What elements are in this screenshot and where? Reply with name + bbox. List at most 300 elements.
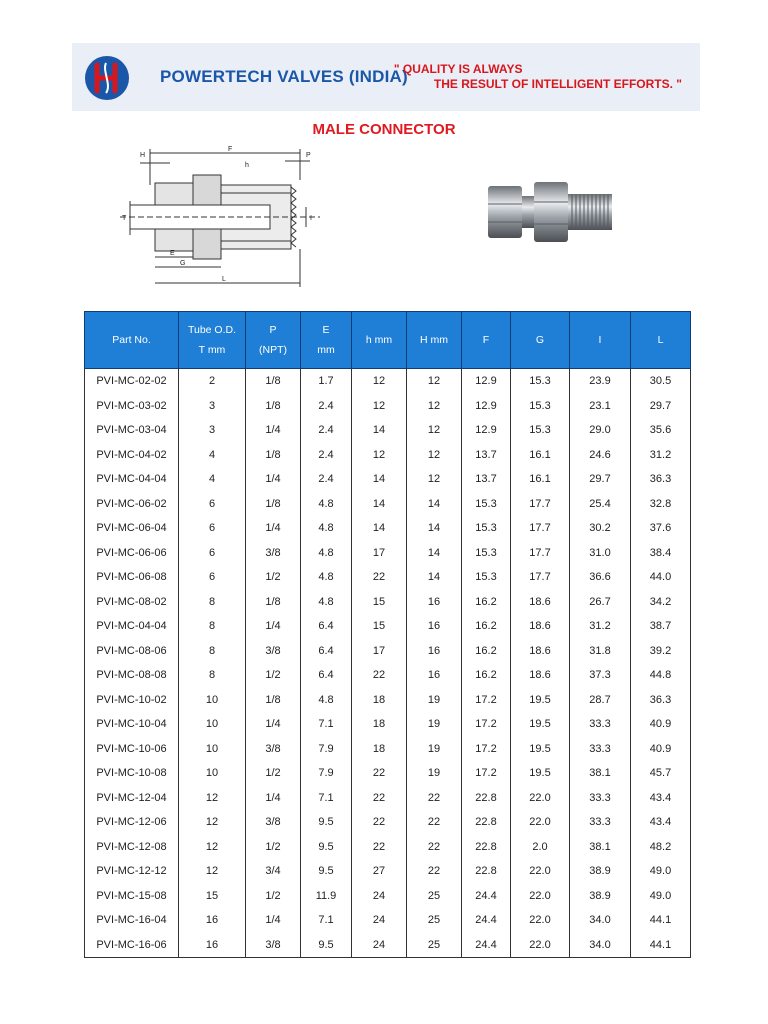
part-number-cell: PVI-MC-06-02 (85, 492, 179, 517)
table-cell: 48.2 (631, 835, 691, 860)
table-body (85, 369, 691, 958)
column-header-line2: (NPT) (259, 344, 287, 356)
table-cell: 4.8 (301, 590, 352, 615)
table-row (85, 492, 691, 517)
table-cell: 17 (352, 541, 407, 566)
table-cell: 33.3 (570, 712, 631, 737)
table-cell: 14 (407, 565, 462, 590)
table-cell: 4.8 (301, 516, 352, 541)
part-number-cell: PVI-MC-16-04 (85, 908, 179, 933)
part-number-cell: PVI-MC-03-04 (85, 418, 179, 443)
table-cell: 17.2 (462, 737, 511, 762)
table-cell: 16.2 (462, 639, 511, 664)
table-cell: 12.9 (462, 418, 511, 443)
part-number-cell: PVI-MC-10-02 (85, 688, 179, 713)
table-cell: 22.8 (462, 786, 511, 811)
table-cell: 49.0 (631, 884, 691, 909)
table-cell: 2.4 (301, 394, 352, 419)
table-row (85, 467, 691, 492)
connector-technical-drawing (110, 145, 330, 295)
part-number-cell: PVI-MC-08-06 (85, 639, 179, 664)
table-row (85, 541, 691, 566)
table-row (85, 394, 691, 419)
table-cell: 22.0 (511, 859, 570, 884)
table-row (85, 859, 691, 884)
dim-label-i: I (310, 215, 312, 222)
table-cell: 14 (407, 516, 462, 541)
table-cell: 14 (407, 492, 462, 517)
table-cell: 38.1 (570, 835, 631, 860)
table-cell: 1/8 (246, 394, 301, 419)
table-cell: 25 (407, 933, 462, 958)
table-cell: 24 (352, 884, 407, 909)
table-cell: 22.0 (511, 810, 570, 835)
table-cell: 12.9 (462, 369, 511, 394)
table-cell: 12 (407, 443, 462, 468)
table-cell: 16.2 (462, 614, 511, 639)
spec-table (84, 311, 691, 958)
table-cell: 44.1 (631, 908, 691, 933)
column-header-line1: I (598, 334, 602, 346)
table-cell: 10 (179, 688, 246, 713)
table-cell: 16.2 (462, 663, 511, 688)
column-header-line1: Part No. (112, 334, 151, 346)
table-cell: 14 (352, 516, 407, 541)
table-cell: 30.5 (631, 369, 691, 394)
table-cell: 1/8 (246, 443, 301, 468)
table-cell: 28.7 (570, 688, 631, 713)
table-cell: 36.6 (570, 565, 631, 590)
table-cell: 12 (179, 835, 246, 860)
table-cell: 24.6 (570, 443, 631, 468)
part-number-cell: PVI-MC-08-02 (85, 590, 179, 615)
column-header-line1: h mm (365, 334, 393, 346)
table-cell: 17 (352, 639, 407, 664)
table-cell: 15 (352, 614, 407, 639)
table-cell: 1.7 (301, 369, 352, 394)
table-cell: 4.8 (301, 565, 352, 590)
table-cell: 6 (179, 565, 246, 590)
table-cell: 17.7 (511, 492, 570, 517)
table-cell: 13.7 (462, 443, 511, 468)
table-cell: 9.5 (301, 810, 352, 835)
table-cell: 31.2 (631, 443, 691, 468)
table-cell: 1/2 (246, 835, 301, 860)
table-cell: 25 (407, 908, 462, 933)
dim-label-p: P (306, 152, 311, 159)
table-cell: 6 (179, 541, 246, 566)
table-cell: 1/4 (246, 418, 301, 443)
table-cell: 3/4 (246, 859, 301, 884)
company-logo-icon (84, 55, 130, 101)
table-cell: 12 (352, 394, 407, 419)
table-cell: 6.4 (301, 663, 352, 688)
table-row (85, 688, 691, 713)
table-cell: 14 (352, 492, 407, 517)
column-header-line1: H mm (420, 334, 448, 346)
table-cell: 43.4 (631, 786, 691, 811)
table-cell: 23.9 (570, 369, 631, 394)
table-row (85, 369, 691, 394)
table-cell: 1/4 (246, 516, 301, 541)
table-cell: 1/8 (246, 369, 301, 394)
table-cell: 17.2 (462, 688, 511, 713)
table-cell: 4.8 (301, 688, 352, 713)
table-cell: 22.0 (511, 933, 570, 958)
table-row (85, 908, 691, 933)
table-cell: 25.4 (570, 492, 631, 517)
table-cell: 39.2 (631, 639, 691, 664)
table-cell: 25 (407, 884, 462, 909)
part-number-cell: PVI-MC-16-06 (85, 933, 179, 958)
table-cell: 31.2 (570, 614, 631, 639)
table-cell: 19 (407, 688, 462, 713)
part-number-cell: PVI-MC-04-04 (85, 467, 179, 492)
table-cell: 7.9 (301, 737, 352, 762)
part-number-cell: PVI-MC-10-06 (85, 737, 179, 762)
table-cell: 38.1 (570, 761, 631, 786)
table-cell: 4.8 (301, 541, 352, 566)
company-name: POWERTECH VALVES (INDIA) (160, 67, 408, 86)
table-row (85, 663, 691, 688)
column-header (511, 312, 570, 369)
table-cell: 15 (179, 884, 246, 909)
table-cell: 1/8 (246, 590, 301, 615)
table-cell: 3/8 (246, 933, 301, 958)
table-cell: 7.9 (301, 761, 352, 786)
table-row (85, 933, 691, 958)
table-cell: 3 (179, 394, 246, 419)
table-cell: 3/8 (246, 737, 301, 762)
slogan-line-1: " QUALITY IS ALWAYS (393, 62, 523, 76)
table-cell: 22 (407, 810, 462, 835)
column-header (179, 312, 246, 369)
table-cell: 19.5 (511, 737, 570, 762)
table-cell: 22 (352, 786, 407, 811)
table-cell: 1/4 (246, 467, 301, 492)
table-cell: 29.7 (631, 394, 691, 419)
table-cell: 33.3 (570, 786, 631, 811)
table-cell: 12 (407, 418, 462, 443)
part-number-cell: PVI-MC-02-02 (85, 369, 179, 394)
table-cell: 36.3 (631, 688, 691, 713)
table-cell: 15.3 (462, 541, 511, 566)
dim-label-g: G (180, 260, 186, 267)
table-cell: 44.1 (631, 933, 691, 958)
table-cell: 17.2 (462, 712, 511, 737)
column-header-line1: F (482, 334, 490, 346)
table-cell: 16 (179, 933, 246, 958)
table-cell: 6.4 (301, 639, 352, 664)
table-cell: 22 (352, 663, 407, 688)
table-cell: 22 (352, 835, 407, 860)
table-cell: 3/8 (246, 810, 301, 835)
table-row (85, 737, 691, 762)
table-cell: 15.3 (462, 492, 511, 517)
table-cell: 19 (407, 712, 462, 737)
table-cell: 9.5 (301, 835, 352, 860)
table-cell: 12.9 (462, 394, 511, 419)
column-header-line1: Tube O.D. (187, 324, 237, 336)
table-cell: 16.2 (462, 590, 511, 615)
table-cell: 2.4 (301, 467, 352, 492)
table-cell: 49.0 (631, 859, 691, 884)
table-cell: 33.3 (570, 737, 631, 762)
table-cell: 2.4 (301, 418, 352, 443)
table-row (85, 761, 691, 786)
table-cell: 2 (179, 369, 246, 394)
table-row (85, 565, 691, 590)
table-cell: 1/4 (246, 908, 301, 933)
table-cell: 15.3 (462, 565, 511, 590)
part-number-cell: PVI-MC-12-04 (85, 786, 179, 811)
table-cell: 33.3 (570, 810, 631, 835)
dim-label-h-upper: H (140, 152, 146, 159)
part-number-cell: PVI-MC-08-08 (85, 663, 179, 688)
table-cell: 12 (407, 467, 462, 492)
table-cell: 29.0 (570, 418, 631, 443)
column-header-line1: E (322, 324, 330, 336)
column-header-line2: mm (317, 344, 335, 356)
table-cell: 29.7 (570, 467, 631, 492)
table-cell: 44.0 (631, 565, 691, 590)
table-cell: 16 (407, 590, 462, 615)
table-cell: 13.7 (462, 467, 511, 492)
table-cell: 35.6 (631, 418, 691, 443)
column-header (631, 312, 691, 369)
table-cell: 16 (179, 908, 246, 933)
table-cell: 22 (407, 786, 462, 811)
table-cell: 22.0 (511, 908, 570, 933)
dim-label-h-lower: h (245, 162, 249, 169)
table-cell: 3 (179, 418, 246, 443)
table-cell: 40.9 (631, 737, 691, 762)
table-row (85, 418, 691, 443)
table-cell: 16.1 (511, 443, 570, 468)
table-cell: 8 (179, 639, 246, 664)
header-banner (72, 43, 700, 111)
table-cell: 18 (352, 737, 407, 762)
table-cell: 6 (179, 516, 246, 541)
table-cell: 19.5 (511, 761, 570, 786)
table-row (85, 443, 691, 468)
table-cell: 7.1 (301, 786, 352, 811)
table-cell: 2.4 (301, 443, 352, 468)
table-cell: 4 (179, 467, 246, 492)
table-cell: 6 (179, 492, 246, 517)
table-cell: 8 (179, 614, 246, 639)
table-cell: 31.0 (570, 541, 631, 566)
table-cell: 12 (407, 394, 462, 419)
table-cell: 27 (352, 859, 407, 884)
part-number-cell: PVI-MC-06-06 (85, 541, 179, 566)
table-cell: 22 (352, 810, 407, 835)
table-cell: 3/8 (246, 639, 301, 664)
table-cell: 9.5 (301, 859, 352, 884)
table-cell: 19 (407, 737, 462, 762)
page-title: MALE CONNECTOR (312, 121, 456, 138)
part-number-cell: PVI-MC-06-04 (85, 516, 179, 541)
part-number-cell: PVI-MC-12-08 (85, 835, 179, 860)
column-header-line1: L (657, 334, 664, 346)
table-cell: 22 (352, 565, 407, 590)
table-cell: 17.7 (511, 541, 570, 566)
table-cell: 14 (407, 541, 462, 566)
table-cell: 17.7 (511, 516, 570, 541)
table-cell: 19.5 (511, 688, 570, 713)
dim-label-f: F (228, 146, 233, 153)
table-cell: 14 (352, 467, 407, 492)
table-cell: 22.0 (511, 786, 570, 811)
table-cell: 34.0 (570, 908, 631, 933)
table-cell: 45.7 (631, 761, 691, 786)
table-cell: 16 (407, 639, 462, 664)
table-cell: 1/2 (246, 761, 301, 786)
table-row (85, 712, 691, 737)
table-cell: 18.6 (511, 590, 570, 615)
table-cell: 38.4 (631, 541, 691, 566)
table-cell: 24.4 (462, 933, 511, 958)
column-header (246, 312, 301, 369)
column-header (462, 312, 511, 369)
column-header (352, 312, 407, 369)
table-cell: 15.3 (511, 418, 570, 443)
table-cell: 38.9 (570, 884, 631, 909)
table-cell: 34.2 (631, 590, 691, 615)
table-cell: 16.1 (511, 467, 570, 492)
part-number-cell: PVI-MC-12-12 (85, 859, 179, 884)
table-row (85, 516, 691, 541)
table-cell: 9.5 (301, 933, 352, 958)
table-cell: 40.9 (631, 712, 691, 737)
table-cell: 6.4 (301, 614, 352, 639)
table-cell: 17.2 (462, 761, 511, 786)
table-row (85, 786, 691, 811)
part-number-cell: PVI-MC-10-08 (85, 761, 179, 786)
table-cell: 19.5 (511, 712, 570, 737)
table-cell: 37.6 (631, 516, 691, 541)
table-cell: 12 (179, 859, 246, 884)
table-cell: 43.4 (631, 810, 691, 835)
dim-label-t: T (122, 215, 127, 222)
table-cell: 12 (407, 369, 462, 394)
column-header-line1: G (535, 334, 545, 346)
table-cell: 1/2 (246, 884, 301, 909)
table-cell: 22.0 (511, 884, 570, 909)
table-cell: 38.7 (631, 614, 691, 639)
table-cell: 11.9 (301, 884, 352, 909)
column-header-line2: T mm (198, 344, 226, 356)
table-cell: 8 (179, 590, 246, 615)
table-row (85, 590, 691, 615)
column-header (407, 312, 462, 369)
table-cell: 37.3 (570, 663, 631, 688)
table-row (85, 884, 691, 909)
table-cell: 44.8 (631, 663, 691, 688)
table-cell: 1/4 (246, 712, 301, 737)
table-cell: 24.4 (462, 908, 511, 933)
table-cell: 22 (407, 859, 462, 884)
table-cell: 10 (179, 712, 246, 737)
column-header (301, 312, 352, 369)
connector-photo (478, 172, 618, 252)
part-number-cell: PVI-MC-04-02 (85, 443, 179, 468)
table-cell: 15.3 (462, 516, 511, 541)
part-number-cell: PVI-MC-12-06 (85, 810, 179, 835)
table-row (85, 810, 691, 835)
table-cell: 19 (407, 761, 462, 786)
table-cell: 26.7 (570, 590, 631, 615)
table-cell: 4 (179, 443, 246, 468)
column-header (570, 312, 631, 369)
part-number-cell: PVI-MC-10-04 (85, 712, 179, 737)
table-cell: 24.4 (462, 884, 511, 909)
table-cell: 8 (179, 663, 246, 688)
dim-label-l: L (222, 276, 226, 283)
table-cell: 4.8 (301, 492, 352, 517)
part-number-cell: PVI-MC-03-02 (85, 394, 179, 419)
table-cell: 32.8 (631, 492, 691, 517)
table-cell: 3/8 (246, 541, 301, 566)
table-cell: 10 (179, 737, 246, 762)
table-header-row (85, 312, 691, 369)
table-cell: 18.6 (511, 663, 570, 688)
table-cell: 12 (352, 369, 407, 394)
table-cell: 15.3 (511, 394, 570, 419)
table-cell: 12 (352, 443, 407, 468)
table-cell: 24 (352, 908, 407, 933)
table-cell: 1/8 (246, 688, 301, 713)
table-cell: 34.0 (570, 933, 631, 958)
slogan-line-2: THE RESULT OF INTELLIGENT EFFORTS. " (433, 77, 682, 91)
table-cell: 18.6 (511, 614, 570, 639)
table-cell: 1/4 (246, 614, 301, 639)
column-header (85, 312, 179, 369)
table-cell: 38.9 (570, 859, 631, 884)
table-cell: 18.6 (511, 639, 570, 664)
table-cell: 22 (352, 761, 407, 786)
table-cell: 18 (352, 712, 407, 737)
dim-label-e: E (170, 250, 175, 257)
table-cell: 1/4 (246, 786, 301, 811)
table-cell: 1/2 (246, 565, 301, 590)
table-row (85, 639, 691, 664)
table-cell: 15 (352, 590, 407, 615)
table-cell: 7.1 (301, 712, 352, 737)
table-cell: 2.0 (511, 835, 570, 860)
part-number-cell: PVI-MC-06-08 (85, 565, 179, 590)
table-cell: 12 (179, 810, 246, 835)
table-cell: 1/2 (246, 663, 301, 688)
table-cell: 14 (352, 418, 407, 443)
table-cell: 31.8 (570, 639, 631, 664)
table-cell: 15.3 (511, 369, 570, 394)
table-cell: 30.2 (570, 516, 631, 541)
column-header-line1: P (269, 324, 277, 336)
table-cell: 22 (407, 835, 462, 860)
company-slogan (394, 62, 682, 92)
table-cell: 24 (352, 933, 407, 958)
part-number-cell: PVI-MC-04-04 (85, 614, 179, 639)
table-cell: 16 (407, 614, 462, 639)
table-cell: 18 (352, 688, 407, 713)
table-cell: 16 (407, 663, 462, 688)
table-cell: 7.1 (301, 908, 352, 933)
table-cell: 23.1 (570, 394, 631, 419)
table-row (85, 614, 691, 639)
table-cell: 1/8 (246, 492, 301, 517)
table-cell: 22.8 (462, 810, 511, 835)
